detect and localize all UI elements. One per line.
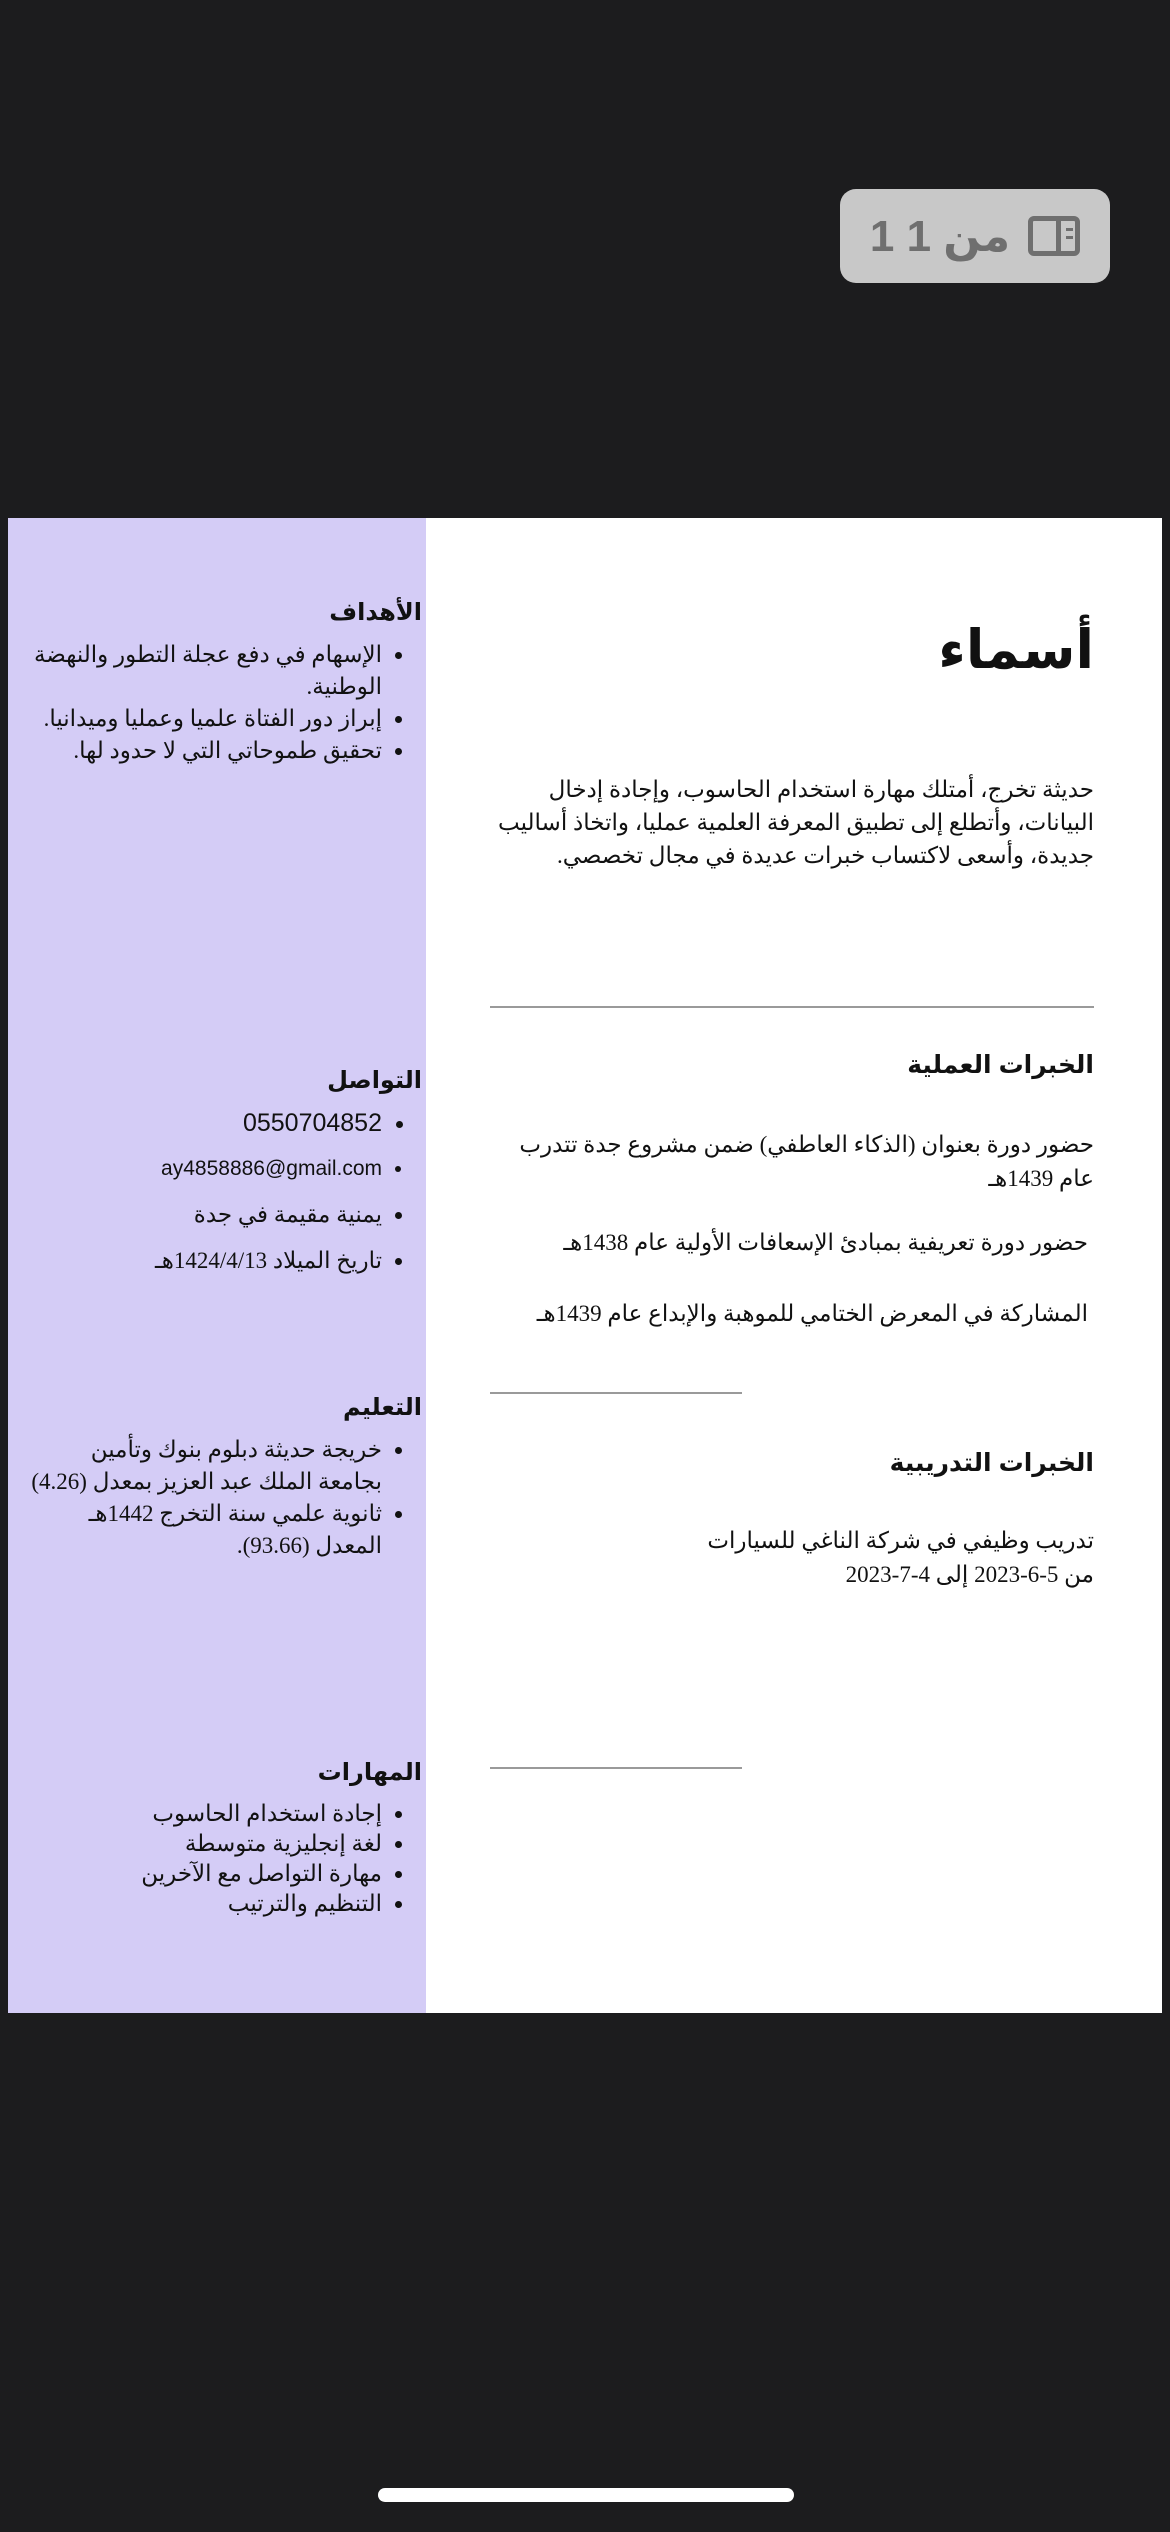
training-heading: الخبرات التدريبية: [889, 1449, 1094, 1477]
resume-page: [8, 518, 1162, 2013]
contact-list: [22, 1107, 422, 1277]
training-line: تدريب وظيفي في شركة الناغي للسيارات: [707, 1528, 1094, 1553]
education-list: [22, 1434, 422, 1562]
home-indicator[interactable]: [378, 2488, 794, 2502]
list-item: • ثانوية علمي سنة التخرج 1442هـ المعدل (93.66).: [22, 1498, 382, 1562]
list-item: • خريجة حديثة دبلوم بنوك وتأمين بجامعة الملك عبد العزيز بمعدل (4.26): [22, 1434, 382, 1498]
divider: [490, 1392, 742, 1394]
birthdate: • تاريخ الميلاد 1424/4/13هـ: [22, 1245, 382, 1277]
contact-heading: التواصل: [327, 1067, 422, 1094]
list-item: • الإسهام في دفع عجلة التطور والنهضة الوطنية.: [22, 639, 382, 703]
education-section: [22, 1393, 422, 1562]
resume-main: [426, 518, 1162, 2013]
divider: [490, 1006, 1094, 1008]
skills-list: [22, 1799, 422, 1919]
list-item: • إجادة استخدام الحاسوب: [22, 1799, 382, 1829]
resume-sidebar: [8, 518, 426, 2013]
list-item: • مهارة التواصل مع الآخرين: [22, 1859, 382, 1889]
profile-summary: حديثة تخرج، أمتلك مهارة استخدام الحاسوب، وإجادة إدخال البيانات، وأتطلع إلى تطبيق المعرفة العلمية عمليا، واتخاذ أساليب جديدة، وأسعى لاكتساب خبرات عديدة في مجال تخصصي.: [498, 777, 1094, 868]
divider: [490, 1767, 742, 1769]
skills-heading: المهارات: [317, 1759, 422, 1786]
candidate-name: أسماء: [938, 618, 1094, 681]
phone-number: • 0550704852: [22, 1107, 382, 1139]
list-item: • إبراز دور الفتاة علميا وعمليا وميدانيا.: [22, 703, 382, 735]
work-experience-item: حضور دورة تعريفية بمبادئ الإسعافات الأولية عام 1438هـ: [563, 1230, 1088, 1255]
email-address: • ay4858886@gmail.com: [22, 1153, 382, 1185]
residence: • يمنية مقيمة في جدة: [22, 1199, 382, 1231]
goals-heading: الأهداف: [329, 599, 422, 626]
goals-list: [22, 639, 422, 767]
sidebar-panel-icon: [1028, 216, 1080, 256]
education-heading: التعليم: [343, 1394, 422, 1421]
training-dates: من 5-6-2023 إلى 4-7-2023: [845, 1562, 1094, 1587]
work-experience-heading: الخبرات العملية: [907, 1051, 1094, 1079]
list-item: • التنظيم والترتيب: [22, 1889, 382, 1919]
list-item: • تحقيق طموحاتي التي لا حدود لها.: [22, 735, 382, 767]
page-count-text: 1 من 1: [869, 211, 1011, 261]
list-item: • لغة إنجليزية متوسطة: [22, 1829, 382, 1859]
page-indicator[interactable]: [840, 189, 1110, 283]
work-experience-item: حضور دورة بعنوان (الذكاء العاطفي) ضمن مشروع جدة تتدرب عام 1439هـ: [519, 1132, 1094, 1191]
skills-section: [22, 1758, 422, 1919]
contact-section: [22, 1066, 422, 1291]
goals-section: [22, 598, 422, 767]
work-experience-item: المشاركة في المعرض الختامي للموهبة والإبداع عام 1439هـ: [536, 1301, 1088, 1326]
